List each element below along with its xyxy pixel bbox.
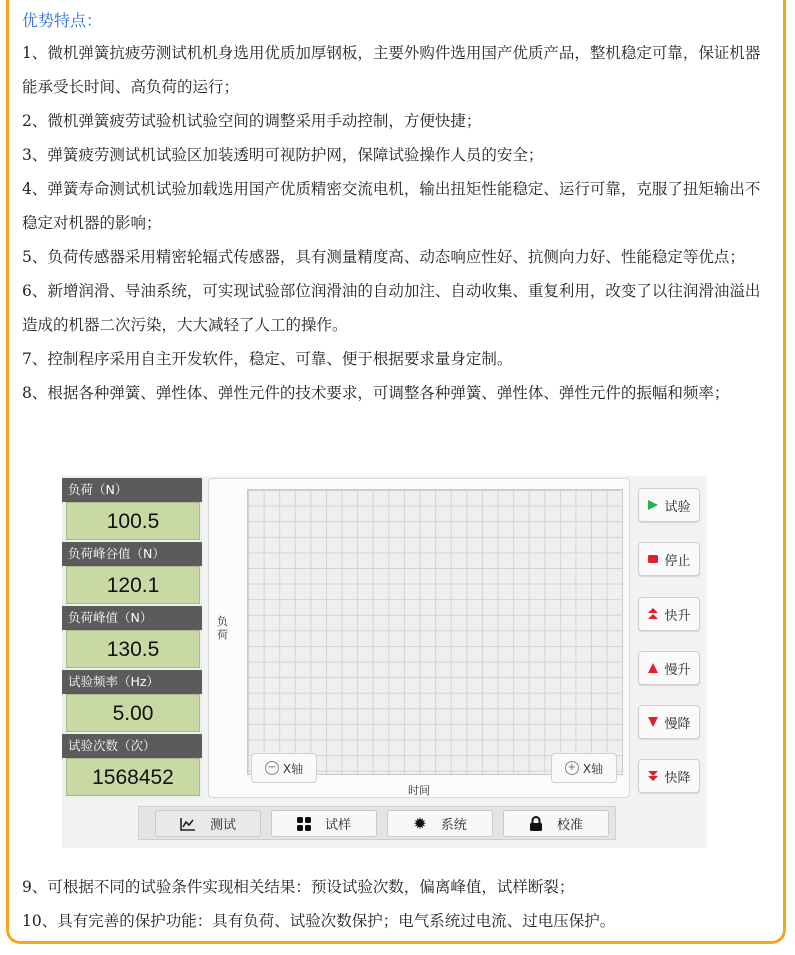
section-heading: 优势特点： — [22, 11, 103, 30]
tab-system-label: 系统 — [440, 818, 467, 833]
chart-x-label: 时间 — [408, 784, 430, 797]
peak-valley-label: 负荷峰谷值（N） — [62, 542, 202, 566]
feature-item: 10、具有完善的保护功能：具有负荷、试验次数保护；电气系统过电流、过电压保护。 — [22, 912, 616, 930]
readout-panel — [62, 476, 202, 798]
tab-calibrate[interactable] — [503, 810, 609, 837]
cycle-count-label: 试验次数（次） — [62, 734, 202, 758]
feature-item: 5、负荷传感器采用精密轮辐式传感器，具有测量精度高、动态响应性好、抗侧向力好、性能稳定等优点； — [22, 248, 745, 266]
chart-grid[interactable] — [247, 489, 623, 775]
feature-item: 9、可根据不同的试验条件实现相关结果：预设试验次数，偏离峰值，试样断裂； — [22, 878, 575, 896]
frequency-value: 5.00 — [66, 694, 200, 732]
tab-test-label: 测试 — [209, 818, 236, 833]
slow-down-label: 慢降 — [664, 716, 691, 732]
cycle-count-value: 1568452 — [66, 758, 200, 796]
fast-up-button[interactable] — [638, 597, 700, 631]
frequency-label: 试验频率（Hz） — [62, 670, 202, 694]
x-zoom-in-label: X轴 — [582, 761, 604, 776]
up-icon — [647, 662, 659, 674]
stop-icon — [647, 553, 659, 565]
bottom-tab-bar — [138, 806, 616, 840]
double-up-icon — [647, 608, 659, 620]
grid-icon — [297, 817, 311, 831]
zoom-in-icon: + — [565, 761, 579, 775]
feature-item: 6、新增润滑、导油系统，可实现试验部位润滑油的自动加注、自动收集、重复利用，改变了以往润滑油溢出造成的机器二次污染，大大减轻了人工的操作。 — [22, 282, 761, 334]
gear-icon: ✹ — [413, 813, 427, 833]
feature-list — [22, 36, 774, 410]
feature-item: 2、微机弹簧疲劳试验机试验空间的调整采用手动控制，方便快捷； — [22, 112, 482, 130]
tab-calibrate-label: 校准 — [556, 818, 583, 833]
x-zoom-in-button[interactable] — [551, 753, 617, 783]
fast-down-button[interactable] — [638, 759, 700, 793]
tab-system[interactable] — [387, 810, 493, 837]
slow-up-button[interactable] — [638, 651, 700, 685]
feature-item: 3、弹簧疲劳测试机试验区加装透明可视防护网，保障试验操作人员的安全； — [22, 146, 544, 164]
feature-list-continued — [22, 870, 774, 938]
feature-item: 8、根据各种弹簧、弹性体、弹性元件的技术要求，可调整各种弹簧、弹性体、弹性元件的振幅和频率； — [22, 384, 730, 402]
load-value: 100.5 — [66, 502, 200, 540]
peak-label: 负荷峰值（N） — [62, 606, 202, 630]
stop-button[interactable] — [638, 542, 700, 576]
tab-test[interactable] — [155, 810, 261, 837]
stop-label: 停止 — [664, 553, 691, 569]
chart-icon — [180, 817, 196, 831]
feature-item: 7、控制程序采用自主开发软件，稳定、可靠、便于根据要求量身定制。 — [22, 350, 513, 368]
feature-item: 1、微机弹簧抗疲劳测试机机身选用优质加厚钢板，主要外购件选用国产优质产品，整机稳定可靠，保证机器能承受长时间、高负荷的运行； — [22, 44, 761, 96]
peak-value: 130.5 — [66, 630, 200, 668]
down-icon — [647, 716, 659, 728]
chart-y-label: 负荷 — [217, 615, 228, 641]
lock-icon — [529, 816, 543, 831]
fast-up-label: 快升 — [664, 608, 691, 624]
tab-sample[interactable] — [271, 810, 377, 837]
fast-down-label: 快降 — [664, 770, 691, 786]
zoom-out-icon: − — [265, 761, 279, 775]
start-test-button[interactable] — [638, 488, 700, 522]
x-zoom-out-label: X轴 — [282, 761, 304, 776]
start-test-label: 试验 — [664, 499, 691, 515]
slow-down-button[interactable] — [638, 705, 700, 739]
load-label: 负荷（N） — [62, 478, 202, 502]
tester-software-screenshot — [62, 476, 707, 848]
slow-up-label: 慢升 — [664, 662, 691, 678]
tab-sample-label: 试样 — [324, 818, 351, 833]
feature-item: 4、弹簧寿命测试机试验加载选用国产优质精密交流电机，输出扭矩性能稳定、运行可靠，克服了扭矩输出不稳定对机器的影响； — [22, 180, 761, 232]
load-time-chart — [208, 478, 630, 798]
control-buttons — [632, 476, 707, 798]
x-zoom-out-button[interactable] — [251, 753, 317, 783]
double-down-icon — [647, 770, 659, 782]
play-icon — [647, 499, 659, 511]
peak-valley-value: 120.1 — [66, 566, 200, 604]
